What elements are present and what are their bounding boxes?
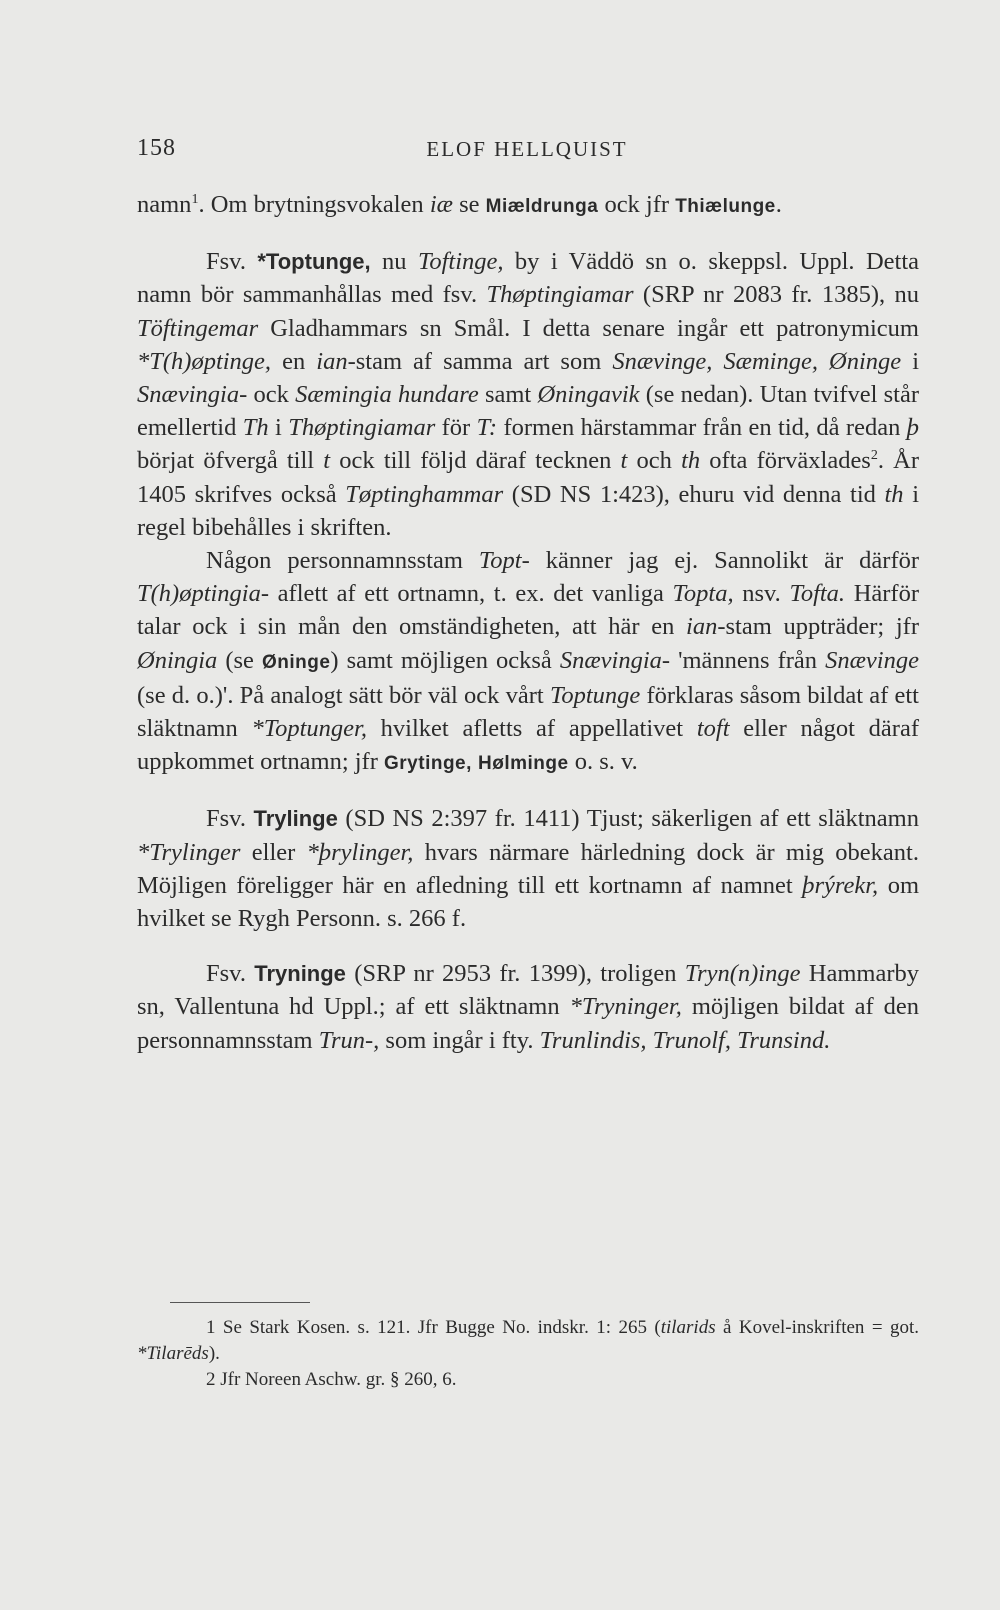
- footnote-ref-2: 2: [870, 448, 878, 464]
- page-header: [137, 135, 917, 169]
- cross-reference: Thiælunge: [675, 196, 776, 217]
- footnotes: [137, 1315, 919, 1393]
- entry-trylinge: Fsv. Trylinge (SD NS 2:397 fr. 1411) Tjust; säkerligen af ett släktnamn *Trylinger eller *þrylinger, hvars närmare härledning dock är mig obekant. Möjligen föreligger här en afledning till ett kortnamn af namnet þrýrekr, om hvilket se Rygh Personn. s. 266 f.: [137, 805, 920, 933]
- cross-reference: Grytinge,: [384, 753, 472, 775]
- entry-toptunge: Fsv. *Toptunge, nu Toftinge, by i Väddö sn o. skeppsl. Uppl. Detta namn bör sammanhållas med fsv. Thøptingiamar (SRP nr 2083 fr. 1385), nu Töftingemar Gladhammars sn Smål. I detta senare ingår ett patronymicum *T(h)øptinge, en ian-stam af samma art som Snævinge, Sæminge, Øninge i Snævingia- ock Sæmingia hundare samt Øningavik (se nedan). Utan tvifvel står emellertid Th i Thøptingiamar för T: formen härstammar från en tid, då redan þ börjat öfvergå till t ock till följd däraf tecknen t och th ofta förväxlades$^2$. År 1405 skrifves också Tøptinghammar (SD NS 1:423), ehuru vid denna tid th i regel bibehålles i skriften.: [137, 248, 920, 541]
- entry-tryninge: Fsv. Tryninge (SRP nr 2953 fr. 1399), troligen Tryn(n)inge Hammarby sn, Vallentuna hd Uppl.; af ett släktnamn *Tryninger, möjligen bildat af den personnamnsstam Trun-, som ingår i fty. Trunlindis, Trunolf, Trunsind.: [137, 960, 919, 1054]
- footnote-rule: [170, 1302, 310, 1303]
- running-head: ELOF HELLQUIST: [426, 137, 628, 161]
- entry-headword: *Toptunge,: [257, 249, 371, 275]
- paragraph-continuation: namn$^1$. Om brytningsvokalen iæ se Miældrunga ock jfr Thiælunge.: [137, 191, 782, 218]
- entry-headword: Tryninge: [254, 961, 346, 987]
- main-text: [137, 188, 919, 1057]
- footnote-2: 2 Jfr Noreen Aschw. gr. § 260, 6.: [206, 1369, 457, 1390]
- footnote-1: 1 Se Stark Kosen. s. 121. Jfr Bugge No. indskr. 1: 265 (tilarids å Kovel-inskriften = got. *Tilarēds).: [137, 1317, 919, 1364]
- cross-reference: Miældrunga: [485, 196, 599, 217]
- cross-reference: Hølminge: [478, 753, 569, 775]
- cross-reference: Øninge: [261, 651, 331, 673]
- page-number: 158: [137, 135, 176, 161]
- entry-headword: Trylinge: [253, 806, 338, 832]
- footnote-ref-1: 1: [191, 191, 199, 207]
- paragraph-topt: Någon personnamnsstam Topt- känner jag ej. Sannolikt är därför T(h)øptingia- aflett af ett ortnamn, t. ex. det vanliga Topta, nsv. Tofta. Härför talar ock i sin mån den omständigheten, att här en ian-stam uppträder; jfr Øningia (se Øninge) samt möjligen också Snævingia- 'männens från Snævinge (se d. o.)'. På analogt sätt bör väl ock vårt Toptunge förklaras såsom bildat af ett släktnamn *Toptunger, hvilket afletts af appellativet toft eller något däraf uppkommet ortnamn; jfr Grytinge, Hølminge o. s. v.: [137, 547, 920, 776]
